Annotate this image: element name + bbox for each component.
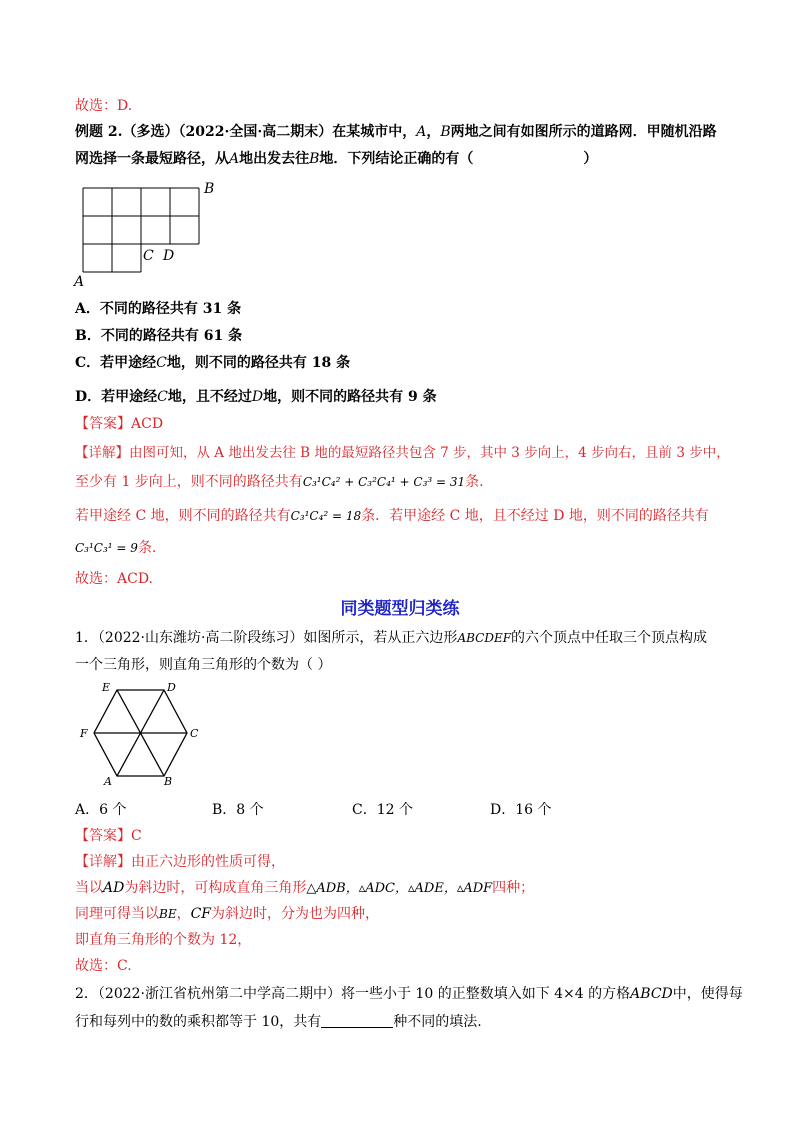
- example2-final: 故选：ACD.: [75, 571, 153, 587]
- option-A: [75, 299, 241, 319]
- var-C: C: [156, 355, 167, 371]
- option-text: 地，则不同的路径共有 9 条: [263, 389, 437, 405]
- detail-text: 条.: [137, 540, 157, 556]
- option-text: 不同的路径共有 61 条: [100, 328, 243, 344]
- example2-detail-2: [75, 472, 484, 492]
- q1-option-D: [490, 800, 552, 820]
- hexagon-figure: [72, 678, 202, 788]
- segment-CF: CF: [190, 906, 212, 922]
- option-label: B．: [75, 328, 101, 344]
- q2-text: 种不同的填法.: [393, 1014, 482, 1030]
- var-A: A: [229, 151, 240, 167]
- q1-detail-3: [75, 904, 379, 924]
- segment-BE: BE: [159, 907, 177, 921]
- hex-label-F: F: [80, 727, 88, 740]
- option-text: 若甲途经: [100, 355, 157, 371]
- option-label: B．: [212, 802, 237, 818]
- q1-detail-4: 即直角三角形的个数为 12，: [75, 932, 252, 948]
- segment-AD: AD: [103, 880, 125, 896]
- var-B: B: [440, 124, 451, 140]
- answer-blank[interactable]: [321, 1013, 393, 1028]
- example2-detail-3: [75, 506, 709, 526]
- q1-option-A: [75, 800, 126, 820]
- q1-text: 的六个顶点中任取三个顶点构成: [511, 630, 708, 646]
- option-text: 8 个: [236, 802, 264, 818]
- q1-final: 故选：C.: [75, 958, 132, 974]
- option-label: D．: [490, 802, 516, 818]
- formula: C₃¹C₃¹ = 9: [75, 541, 138, 555]
- detail-text: 为斜边时，可构成直角三角形: [124, 880, 307, 896]
- grid-lines: [83, 188, 199, 272]
- example2-text: 两地之间有如图所示的道路网．甲随机沿路: [450, 124, 717, 140]
- detail-text: 为斜边时，分为也为四种，: [211, 906, 380, 922]
- square-name: ABCD: [630, 986, 673, 1002]
- q2-text: 中，使得每: [672, 986, 743, 1002]
- detail-text: 同理可得当以: [75, 906, 159, 922]
- detail-text: 若甲途经 C 地，则不同的路径共有: [75, 508, 291, 524]
- detail-text: 当以: [75, 880, 103, 896]
- option-label: A．: [75, 301, 100, 317]
- detail-text: 条.: [465, 474, 484, 490]
- section-title: 同类题型归类练: [340, 599, 460, 619]
- example2-line2: [75, 149, 597, 169]
- var-B: B: [309, 151, 320, 167]
- hex-label-A: A: [104, 775, 112, 788]
- q1-option-C: [352, 800, 413, 820]
- option-label: A．: [75, 802, 100, 818]
- q2-text: 2．（2022·浙江省杭州第二中学高二期中）将一些小于 10 的正整数填入如下 4×4 的方格: [75, 986, 631, 1002]
- road-grid-figure: [70, 178, 220, 290]
- hex-label-E: E: [102, 681, 111, 694]
- paren-close: ）: [583, 151, 598, 167]
- example2-text: 例题 2.（多选）（2022·全国·高二期末）在某城市中，: [75, 124, 417, 140]
- example2-detail-4: [75, 538, 156, 558]
- var-D: D: [251, 389, 264, 405]
- var-C: C: [157, 389, 168, 405]
- q1-line1: [75, 628, 707, 648]
- option-label: D．: [75, 389, 102, 405]
- example2-text: 地．下列结论正确的有（: [319, 151, 474, 167]
- detail-text: ，: [176, 906, 191, 922]
- previous-answer: 故选：D.: [75, 98, 133, 114]
- option-text: 地，则不同的路径共有 18 条: [166, 355, 351, 371]
- grid-label-C: C: [143, 248, 154, 264]
- option-C: [75, 353, 350, 373]
- var-A: A: [416, 124, 427, 140]
- grid-label-D: D: [163, 248, 175, 264]
- option-label: C．: [352, 802, 377, 818]
- q1-detail-1: 【详解】由正六边形的性质可得，: [75, 854, 285, 870]
- option-text: 不同的路径共有 31 条: [99, 301, 242, 317]
- triangle-list: △ADB，▵ADC，▵ADE，▵ADF: [306, 881, 493, 896]
- option-label: C．: [75, 355, 101, 371]
- example2-line1: [75, 122, 717, 142]
- q1-answer: 【答案】C: [75, 828, 142, 844]
- hexagon-name: ABCDEF: [457, 631, 512, 645]
- formula: C₃¹C₄² = 18: [290, 509, 362, 523]
- detail-text: 条．若甲途经 C 地，且不经过 D 地，则不同的路径共有: [361, 508, 709, 524]
- q1-detail-2: [75, 878, 534, 899]
- hex-label-C: C: [190, 727, 199, 740]
- hex-label-D: D: [167, 681, 176, 694]
- q2-line1: [75, 984, 743, 1004]
- option-text: 若甲途经: [101, 389, 158, 405]
- comma: ，: [426, 124, 441, 140]
- grid-label-A: A: [74, 274, 85, 290]
- option-B: [75, 326, 242, 346]
- q1-line2: 一个三角形，则直角三角形的个数为（ ）: [75, 657, 332, 673]
- example2-answer: 【答案】ACD: [75, 416, 164, 432]
- option-D: [75, 387, 437, 407]
- grid-label-B: B: [204, 181, 215, 197]
- option-text: 6 个: [99, 802, 127, 818]
- option-text: 16 个: [515, 802, 552, 818]
- detail-text: 至少有 1 步向上，则不同的路径共有: [75, 474, 303, 490]
- q1-option-B: [212, 800, 264, 820]
- detail-text: 四种；: [492, 880, 535, 896]
- q1-text: 1．（2022·山东潍坊·高二阶段练习）如图所示，若从正六边形: [75, 630, 458, 646]
- q2-line2: [75, 1012, 482, 1032]
- example2-text: 地出发去往: [239, 151, 310, 167]
- hex-label-B: B: [164, 775, 173, 788]
- option-text: 地，且不经过: [167, 389, 252, 405]
- example2-text: 网选择一条最短路径，从: [75, 151, 229, 167]
- hexagon-lines: [94, 690, 187, 776]
- formula: C₃¹C₄² + C₃²C₄¹ + C₃³ = 31: [302, 475, 466, 489]
- option-text: 12 个: [376, 802, 413, 818]
- q2-text: 行和每列中的数的乘积都等于 10，共有: [75, 1014, 322, 1030]
- example2-detail-1: 【详解】由图可知，从 A 地出发去往 B 地的最短路径共包含 7 步，其中 3 步向上，4 步向右，且前 3 步中，: [75, 445, 730, 461]
